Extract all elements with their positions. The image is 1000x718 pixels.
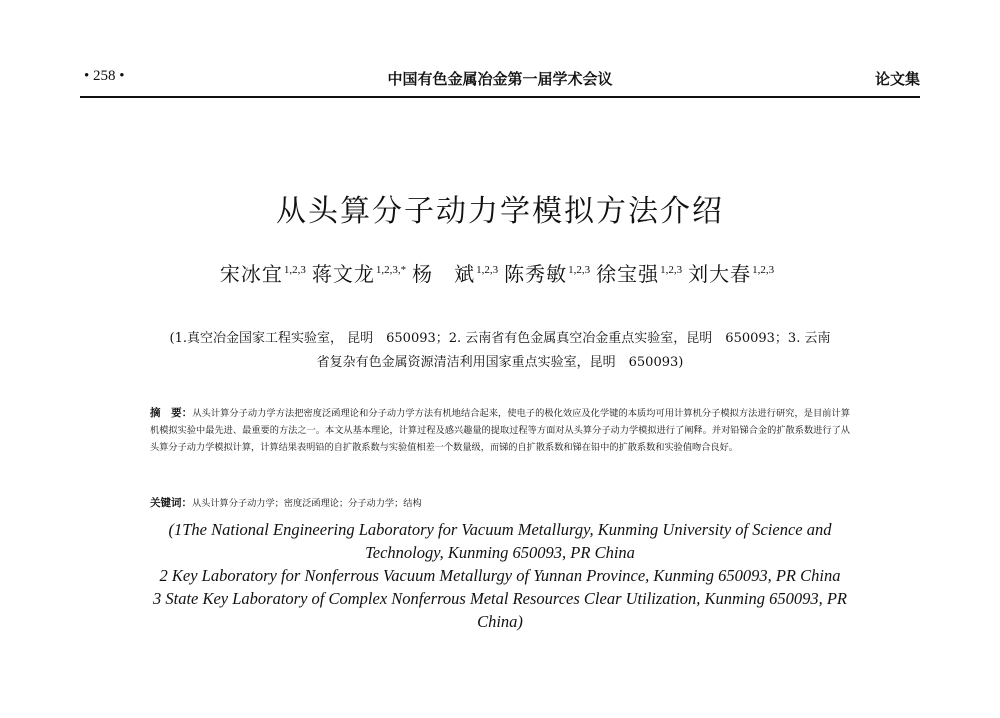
journal-title: 中国有色金属冶金第一届学术会议 (387, 70, 613, 88)
author-6 (688, 262, 780, 286)
affiliation-en-line: 2 Key Laboratory for Nonferrous Vacuum Metallurgy of Yunnan Province, Kunming 650093, PR China (159, 566, 841, 585)
author-affil-mark: 1,2,3 (476, 264, 499, 277)
affiliation-en-line: Technology, Kunming 650093, PR China (365, 543, 635, 562)
author-4 (504, 262, 596, 286)
author-name: 刘大春 (688, 262, 752, 286)
section-label: 论文集 (874, 70, 920, 88)
affiliation-cn-line: (1.真空冶金国家工程实验室， 昆明 650093；2. 云南省有色金属真空冶金重点实验室，昆明 650093；3. 云南 (169, 331, 831, 346)
affiliation-en-line: China) (477, 612, 523, 631)
author-affil-mark: 1,2,3 (568, 264, 591, 277)
affiliation-en-line: 3 State Key Laboratory of Complex Nonferrous Metal Resources Clear Utilization, Kunming 650093, PR (152, 589, 848, 608)
affiliation-en-line: (1The National Engineering Laboratory for Vacuum Metallurgy, Kunming University of Science and (168, 520, 832, 539)
abstract-label: 摘 要： (150, 407, 193, 419)
author-name: 徐宝强 (596, 262, 660, 286)
keywords-label: 关键词： (150, 497, 192, 509)
author-affil-mark: 1,2,3 (283, 264, 306, 277)
author-name: 陈秀敏 (504, 262, 568, 286)
author-affil-mark: 1,2,3 (660, 264, 683, 277)
author-5 (596, 262, 688, 286)
affiliation-cn-line: 省复杂有色金属资源清洁利用国家重点实验室，昆明 650093) (316, 355, 684, 370)
keywords (150, 495, 850, 512)
paper-title: 从头算分子动力学模拟方法介绍 (276, 194, 724, 229)
author-2 (312, 262, 412, 286)
page-number: • 258 • (84, 68, 125, 84)
author-affil-mark: 1,2,3 (752, 264, 775, 277)
author-affil-mark: 1,2,3,* (375, 264, 407, 277)
author-list (0, 258, 1000, 287)
author-name: 蒋文龙 (311, 262, 375, 286)
keywords-text: 从头计算分子动力学；密度泛函理论；分子动力学；结构 (192, 498, 422, 509)
abstract (150, 405, 850, 456)
author-name: 杨 斌 (412, 262, 476, 286)
header-rule (80, 96, 920, 98)
author-3 (412, 262, 504, 286)
page-header (80, 66, 920, 96)
abstract-text: 从头计算分子动力学方法把密度泛函理论和分子动力学方法有机地结合起来，使电子的极化效应及化学键的本质均可用计算机分子模拟方法进行研究，是目前计算机模拟实验中最先进、最重要的方法之一。本文从基本理论，计算过程及感兴趣量的提取过程等方面对从头算分子动力学模拟进行了阐释。并对铅锑合金的扩散系数进行了从头算分子动力学模拟计算，计算结果表明铅的自扩散系数与实验值相差一个数量级，而锑的自扩散系数和锑在铅中的扩散系数和实验值吻合良好。 (150, 408, 851, 453)
author-1 (220, 262, 312, 286)
affiliation-chinese (100, 327, 900, 375)
affiliation-english (100, 518, 900, 633)
author-name: 宋冰宜 (219, 262, 283, 286)
